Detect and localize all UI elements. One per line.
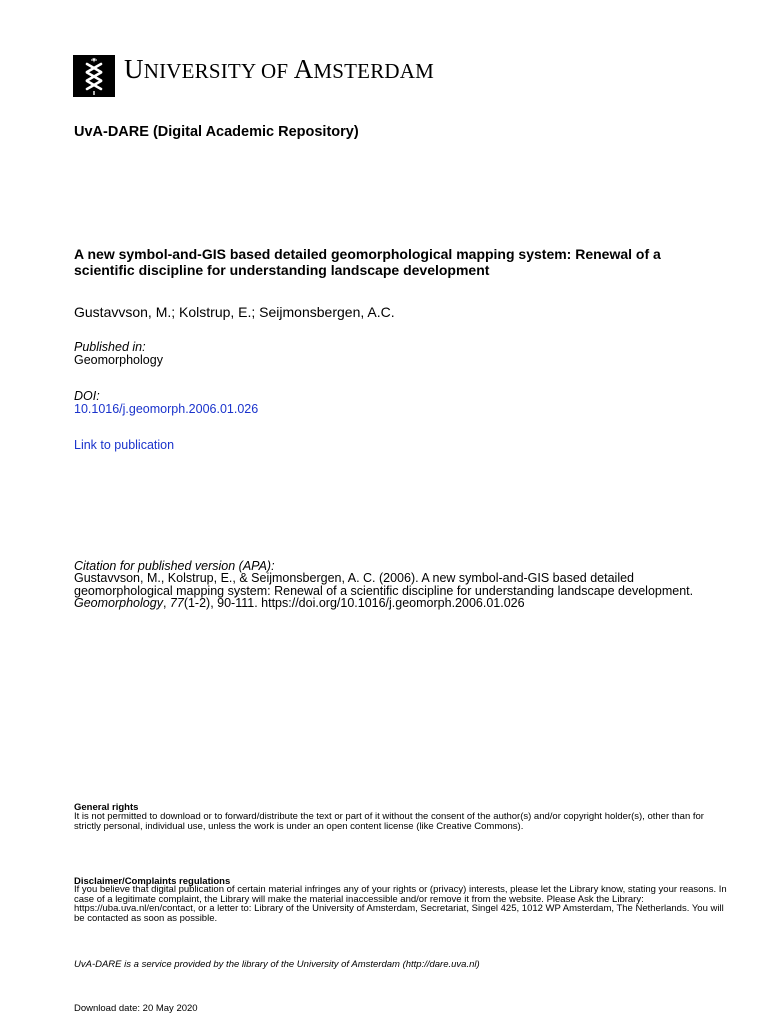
uni-word-2: OF xyxy=(261,59,294,83)
uva-crest-icon xyxy=(73,55,115,97)
download-date: Download date: 20 May 2020 xyxy=(74,1003,198,1014)
university-name xyxy=(124,54,434,85)
uni-word-1-initial: U xyxy=(124,54,144,84)
general-rights-body: It is not permitted to download or to forward/distribute the text or part of it without the consent of the author(s) and/or copyright holder(s), other than for strictly personal, individual use, unless the work is under an open content license (like Creative Commons). xyxy=(74,811,704,832)
general-rights-heading: General rights xyxy=(74,802,139,813)
uni-word-3-rest: MSTERDAM xyxy=(313,59,435,83)
citation-volume: 77 xyxy=(169,596,184,610)
doi-label: DOI: xyxy=(74,389,100,403)
disclaimer-body: If you believe that digital publication of certain material infringes any of your rights or (privacy) interests, please let the Library know, stating your reasons. In case of a legitimate complaint, the Library will make the material inaccessible and/or remove it from the website. Please Ask the Library: https://uba.uva.nl/en/contact, or a letter to: Library of the University of Amsterdam, Secretariat, Singel 425, 1012 WP Amsterdam, The Netherlands. You will be contacted as soon as possible. xyxy=(74,884,727,924)
citation-label: Citation for published version (APA): xyxy=(74,559,275,573)
link-to-publication[interactable]: Link to publication xyxy=(74,438,175,452)
published-in-label: Published in: xyxy=(74,340,146,354)
citation-text: Gustavvson, M., Kolstrup, E., & Seijmonsbergen, A. C. (2006). A new symbol-and-GIS based detailed geomorphological mapping system: Renewal of a scientific discipline for understanding landscape development. xyxy=(74,571,694,598)
disclaimer-heading: Disclaimer/Complaints regulations xyxy=(74,876,231,887)
citation-body xyxy=(74,572,734,610)
citation-journal: Geomorphology xyxy=(74,596,163,610)
paper-title: A new symbol-and-GIS based detailed geomorphological mapping system: Renewal of a scientific discipline for understanding landscape development xyxy=(74,246,661,278)
doi-link[interactable]: 10.1016/j.geomorph.2006.01.026 xyxy=(74,402,259,416)
citation-sep: , xyxy=(162,596,170,610)
citation-rest: (1-2), 90-111. https://doi.org/10.1016/j.geomorph.2006.01.026 xyxy=(183,596,525,610)
uni-word-3-initial: A xyxy=(293,54,314,84)
paper-authors: Gustavvson, M.; Kolstrup, E.; Seijmonsbergen, A.C. xyxy=(74,304,395,320)
repository-name: UvA-DARE (Digital Academic Repository) xyxy=(74,124,359,140)
uni-word-1-rest: NIVERSITY xyxy=(143,59,261,83)
service-note: UvA-DARE is a service provided by the library of the University of Amsterdam (http://dare.uva.nl) xyxy=(74,959,480,970)
published-in-value: Geomorphology xyxy=(74,353,163,367)
